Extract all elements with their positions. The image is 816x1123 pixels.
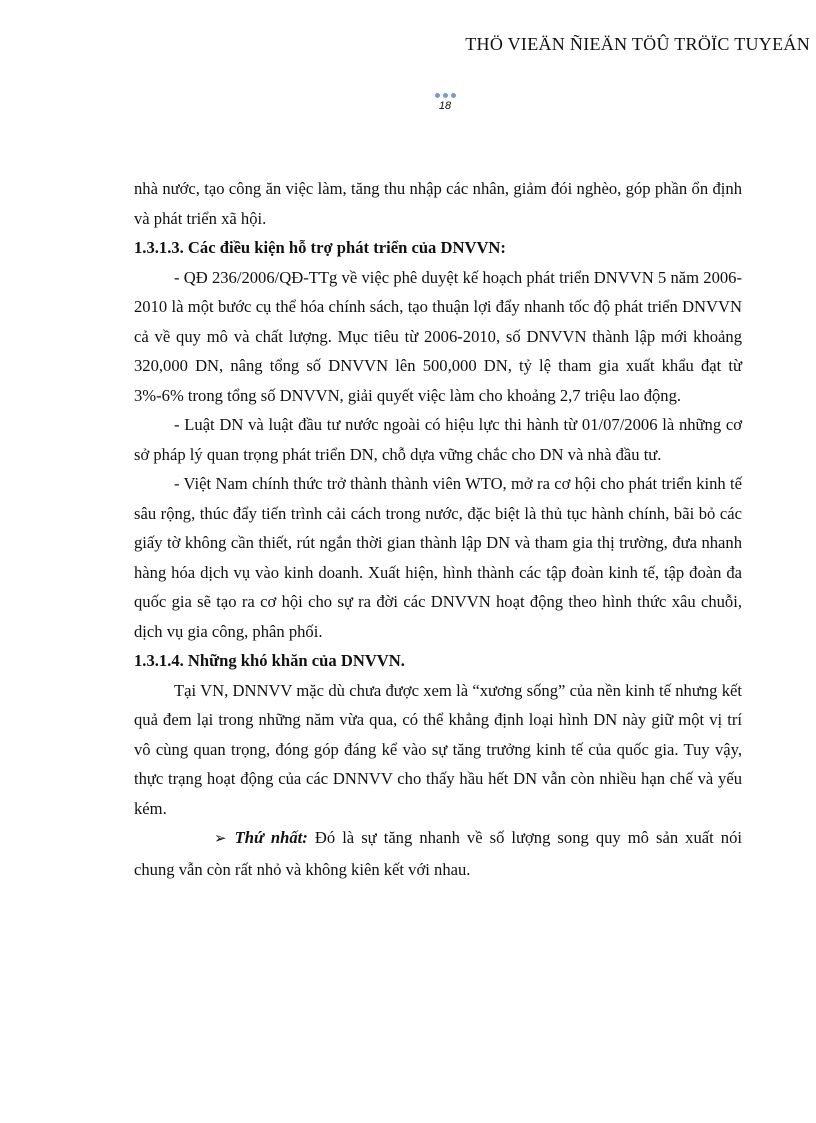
page-number: 18 bbox=[438, 100, 452, 112]
document-body bbox=[134, 174, 742, 884]
paragraph: nhà nước, tạo công ăn việc làm, tăng thu nhập các nhân, giảm đói nghèo, góp phần ổn định và phát triển xã hội. bbox=[134, 179, 742, 228]
dot-icon bbox=[451, 93, 456, 98]
dots-ornament-icon bbox=[430, 93, 460, 99]
section-heading: 1.3.1.4. Những khó khăn của DNVVN. bbox=[134, 651, 405, 670]
dot-icon bbox=[435, 93, 440, 98]
page-marker bbox=[430, 93, 460, 112]
bullet-lead: Thứ nhất: bbox=[234, 828, 308, 847]
paragraph: Tại VN, DNNVV mặc dù chưa được xem là “xương sống” của nền kinh tế nhưng kết quả đem lại trong những năm vừa qua, có thể khẳng định loại hình DN này giữ một vị trí vô cùng quan trọng, đóng góp đáng kể vào sự tăng trưởng kinh tế của quốc gia. Tuy vậy, thực trạng hoạt động của các DNNVV cho thấy hầu hết DN vẫn còn nhiều hạn chế và yếu kém. bbox=[134, 680, 742, 818]
bullet-item bbox=[134, 823, 742, 884]
paragraph: - QĐ 236/2006/QĐ-TTg về việc phê duyệt kế hoạch phát triển DNVVN 5 năm 2006-2010 là một bước cụ thể hóa chính sách, tạo thuận lợi đẩy nhanh tốc độ phát triển DNVVN cả về quy mô và chất lượng. Mục tiêu từ 2006-2010, số DNVVN thành lập mới khoảng 320,000 DN, nâng tổng số DNVVN lên 500,000 DN, tỷ lệ tham gia xuất khẩu đạt từ 3%-6% trong tổng số DNVVN, giải quyết việc làm cho khoảng 2,7 triệu lao động. bbox=[134, 267, 742, 405]
paragraph: - Luật DN và luật đầu tư nước ngoài có hiệu lực thi hành từ 01/07/2006 là những cơ sở pháp lý quan trọng phát triển DN, chỗ dựa vững chắc cho DN và nhà đầu tư. bbox=[134, 415, 742, 464]
paragraph: - Việt Nam chính thức trở thành thành viên WTO, mở ra cơ hội cho phát triển kinh tế sâu rộng, thúc đẩy tiến trình cải cách trong nước, đặc biệt là thủ tục hành chính, bãi bỏ các giấy tờ không cần thiết, rút ngắn thời gian thành lập DN và tham gia thị trường, đưa nhanh hàng hóa dịch vụ vào kinh doanh. Xuất hiện, hình thành các tập đoàn kinh tế, tập đoàn đa quốc gia sẽ tạo ra cơ hội cho sự ra đời các DNVVN hoạt động theo hình thức xâu chuỗi, dịch vụ gia công, phân phối. bbox=[134, 474, 742, 641]
dot-icon bbox=[443, 93, 448, 98]
header-title: THÖ VIEÄN ÑIEÄN TÖÛ TRÖÏC TUYEÁN bbox=[465, 34, 810, 54]
arrow-bullet-icon: ➢ bbox=[214, 831, 227, 847]
bullet-text: Đó là sự tăng nhanh về số lượng song quy mô sản xuất nói chung vẫn còn rất nhỏ và không kiên kết với nhau. bbox=[134, 828, 742, 879]
section-heading: 1.3.1.3. Các điều kiện hỗ trợ phát triển của DNVVN: bbox=[134, 238, 506, 257]
